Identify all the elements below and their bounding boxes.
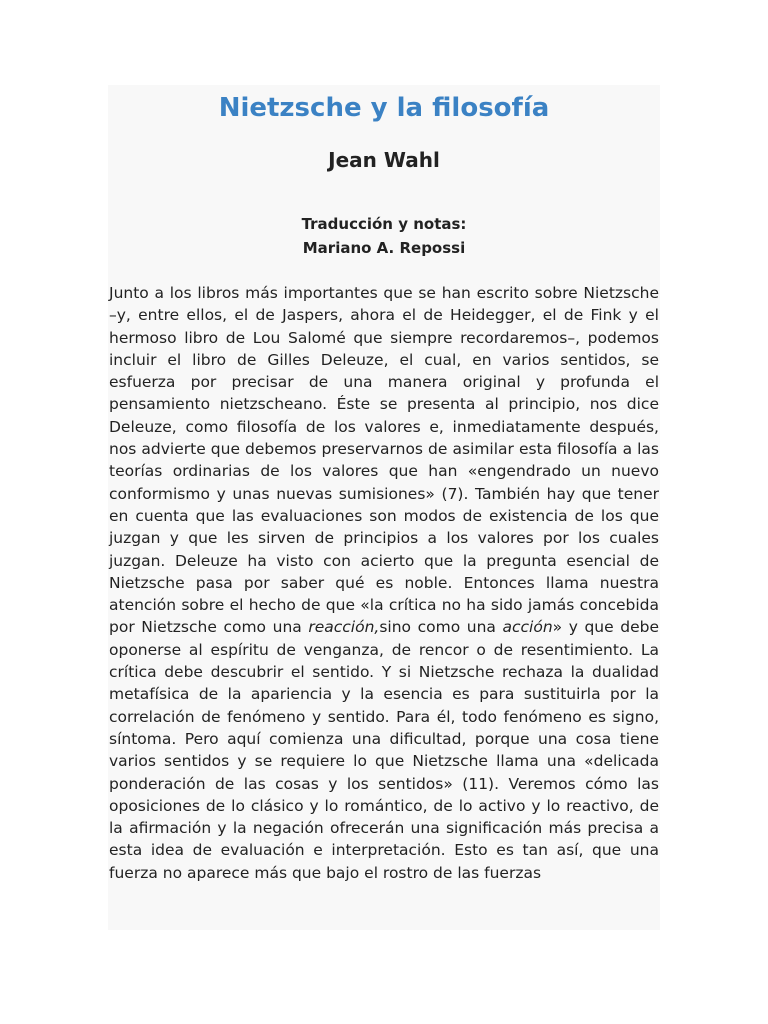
paragraph-italic-accion: acción [502,618,553,637]
translation-credits [108,212,660,260]
author-name: Jean Wahl [328,148,440,172]
body-paragraph [109,282,659,884]
paragraph-text-1: Junto a los libros más importantes que se han escrito sobre Nietzsche –y, entre ellos, el de Jaspers, ahora el de Heidegger, el de Fink y el hermoso libro de Lou Salomé que siempre recordaremos–, podemos incluir el libro de Gilles Deleuze, el cual, en varios sentidos, se esfuerza por precisar de una manera original y profunda el pensamiento nietzscheano. Éste se presenta al principio, nos dice Deleuze, como filosofía de los valores e, inmediatamente después, nos advierte que debemos preservarnos de asimilar esta filosofía a las teorías ordinarias de los valores que han «engendrado un nuevo conformismo y unas nuevas sumisiones» (7). También hay que tener en cuenta que las evaluaciones son modos de existencia de los que juzgan y que les sirven de principios a los valores por los cuales juzgan. Deleuze ha visto con acierto que la pregunta esencial de Nietzsche pasa por saber qué es noble. Entonces llama nuestra atención sobre el hecho de que «la crítica no ha sido jamás concebida por Nietzsche como una [109,284,659,637]
credits-heading: Traducción y notas: [301,215,467,233]
paragraph-italic-reaccion: reacción, [308,618,380,637]
translator-name: Mariano A. Repossi [302,239,466,257]
document-page [108,85,660,930]
document-title: Nietzsche y la filosofía [218,93,550,123]
paragraph-text-2: sino como una [379,618,503,637]
paragraph-text-3: » y que debe oponerse al espíritu de venganza, de rencor o de resentimiento. La crítica debe descubrir el sentido. Y si Nietzsche rechaza la dualidad metafísica de la apariencia y la esencia es para sustituirla por la correlación de fenómeno y sentido. Para él, todo fenómeno es signo, síntoma. Pero aquí comienza una dificultad, porque una cosa tiene varios sentidos y se requiere lo que Nietzsche llama una «delicada ponderación de las cosas y los sentidos» (11). Veremos cómo las oposiciones de lo clásico y lo romántico, de lo activo y lo reactivo, de la afirmación y la negación ofrecerán una significación más precisa a esta idea de evaluación e interpretación. Esto es tan así, que una fuerza no aparece más que bajo el rostro de las fuerzas [109,618,659,882]
